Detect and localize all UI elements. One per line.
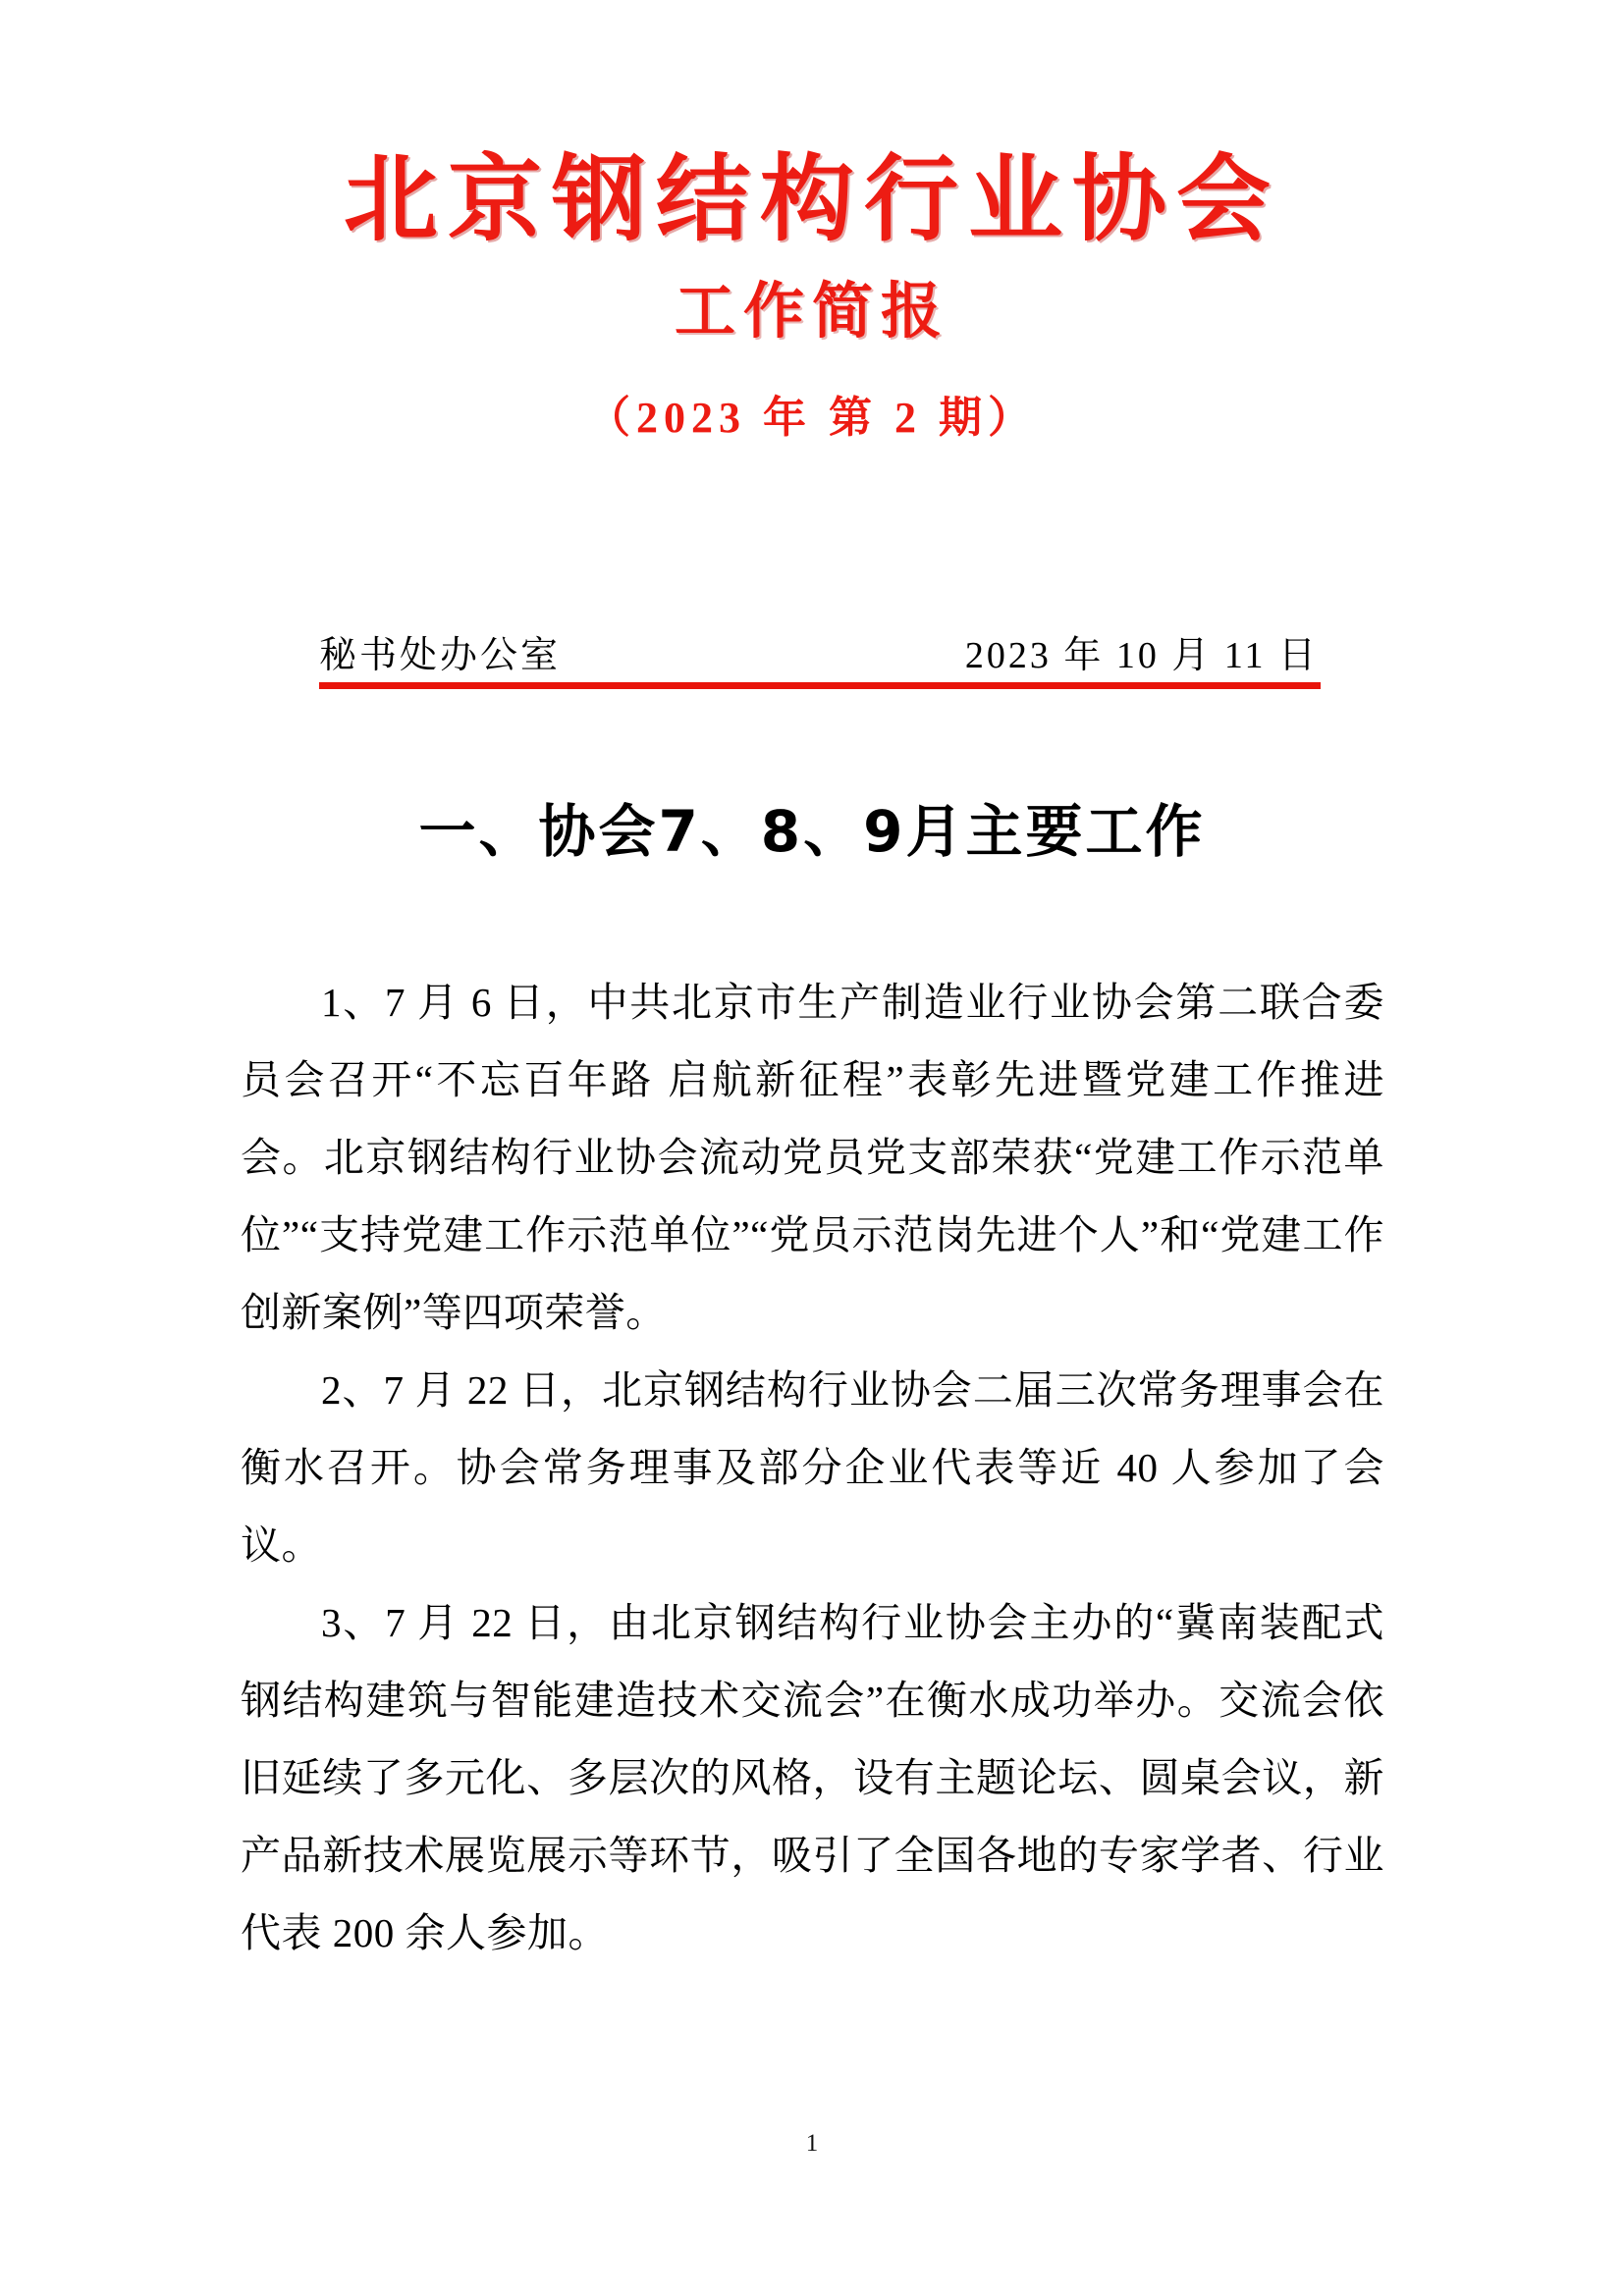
body-paragraph-1: 1、7 月 6 日，中共北京市生产制造业行业协会第二联合委员会召开“不忘百年路 启航新征程”表彰先进暨党建工作推进会。北京钢结构行业协会流动党员党支部荣获“党建工作示范单位”“支持党建工作示范单位”“党员示范岗先进个人”和“党建工作创新案例”等四项荣誉。: [241, 980, 1384, 1335]
issuing-office: 秘书处办公室: [319, 635, 562, 676]
masthead: [0, 144, 1624, 445]
section-heading: 一、协会7、8、9月主要工作: [418, 798, 1206, 865]
body-content: [241, 964, 1384, 1972]
organization-title: 北京钢结构行业协会: [344, 144, 1280, 254]
body-paragraph-2: 2、7 月 22 日，北京钢结构行业协会二届三次常务理事会在衡水召开。协会常务理事及部分企业代表等近 40 人参加了会议。: [241, 1367, 1384, 1568]
issuer-date-row: [319, 616, 1321, 689]
body-paragraph-3: 3、7 月 22 日，由北京钢结构行业协会主办的“冀南装配式钢结构建筑与智能建造技术交流会”在衡水成功举办。交流会依旧延续了多元化、多层次的风格，设有主题论坛、圆桌会议，新产品新技术展览展示等环节，吸引了全国各地的专家学者、行业代表 200 余人参加。: [241, 1600, 1384, 1955]
page-number: 1: [805, 2130, 819, 2157]
document-kind-title: 工作简报: [674, 274, 949, 347]
issue-number: （2023 年 第 2 期）: [587, 393, 1037, 442]
issue-date: 2023 年 10 月 11 日: [964, 635, 1319, 676]
